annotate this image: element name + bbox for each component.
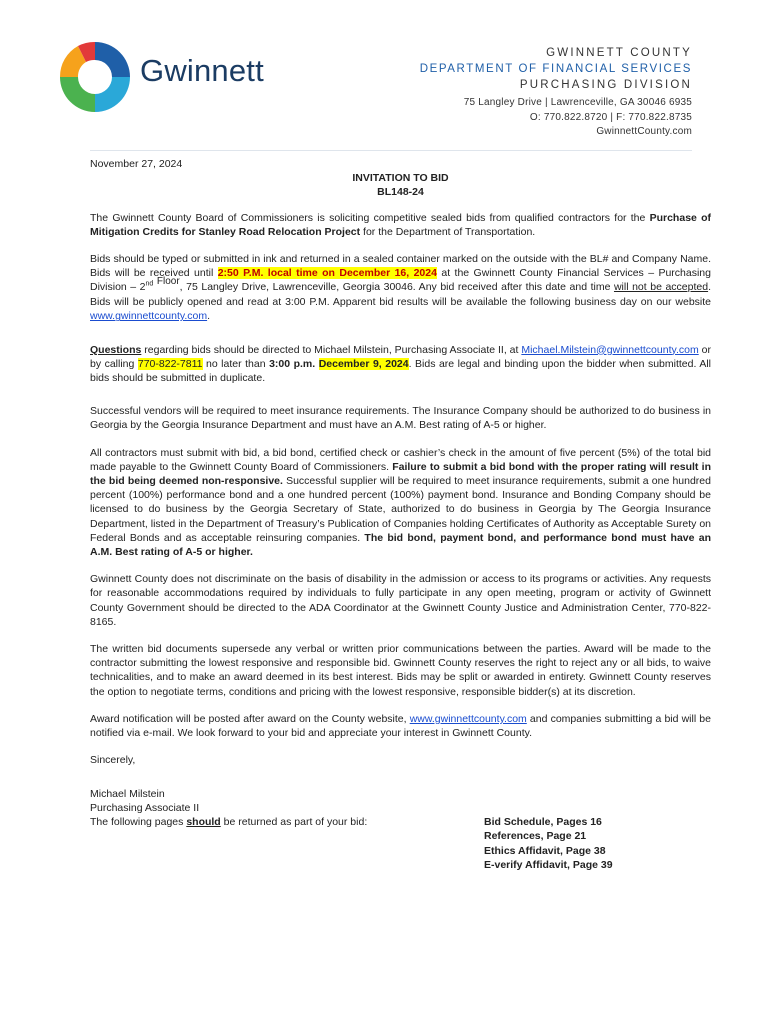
deadline-highlight: 2:50 P.M. local time on December 16, 2024 [217,266,437,279]
list-item: E-verify Affidavit, Page 39 [484,858,613,871]
doc-title: INVITATION TO BID [352,172,449,185]
questions-label: Questions [90,343,142,356]
county-name: GWINNETT COUNTY [546,47,692,59]
letterhead [420,46,692,140]
question-date-highlight: December 9, 2024 [318,357,409,370]
department-name: DEPARTMENT OF FINANCIAL SERVICES [419,63,692,75]
letter-body [90,157,711,873]
address-line: 75 Langley Drive | Lawrenceville, GA 30046 6935 [463,97,692,108]
return-pages [90,815,711,873]
division-name: PURCHASING DIVISION [519,79,692,91]
signer-title: Purchasing Associate II [90,801,200,814]
letter-date: November 27, 2024 [90,158,183,170]
website-link-2[interactable]: www.gwinnettcounty.com [409,712,527,725]
bid-number: BL148-24 [377,186,424,199]
paragraph-submission: Bids should be typed or submitted in ink and returned in a sealed container marked on the outside with the BL# and Company Name. Bids will be received until 2:50 P.M. local time on December 16, 2024 at the Gwinnett County Financial Services – Purchasing Division – 2nd Floor, 75 Langley Drive, Lawrenceville, Georgia 30046. Any bid received after this date and time will not be accepted. Bids will be publicly opened and read at 3:00 P.M. Apparent bid results will be available the following business day on our website www.gwinnettcounty.com. [90,252,711,323]
not-accepted-text: will not be accepted [613,281,709,294]
website-line: GwinnettCounty.com [596,126,692,137]
paragraph-insurance: Successful vendors will be required to meet insurance requirements. The Insurance Company should be authorized to do business in Georgia by the Georgia Insurance Department and must have an A.M. Best rating of A-5 or higher. [90,405,711,432]
list-item: References, Page 21 [484,830,587,843]
header-divider [90,150,692,151]
paragraph-award: The written bid documents supersede any verbal or written prior communications between the parties. Award will be made to the contractor submitting the lowest responsive and responsible bid. Gwinnett County reserves the right to reject any or all bids, to waive technicalities, and to make an award deemed in its best interest. Bids may be split or awarded in entirety. Gwinnett County reserves the option to negotiate terms, conditions and pricing with the lowest responsive, responsible bidder(s) at its discretion. [90,643,711,698]
return-instructions: The following pages should be returned as part of your bid: [90,815,368,828]
paragraph-intro: The Gwinnett County Board of Commissioners is soliciting competitive sealed bids from qualified contractors for the Purchase of Mitigation Credits for Stanley Road Relocation Project for the Department of Transportation. [90,212,712,239]
list-item: Bid Schedule, Pages 16 [484,815,602,828]
gwinnett-logo-icon [56,38,134,116]
paragraph-bonds: All contractors must submit with bid, a bid bond, certified check or cashier’s check in the amount of five percent (5%) of the total bid made payable to the Gwinnett County Board of Commissioners. Failure to submit a bid bond with the proper rating will result in the bid being deemed non-responsive. Successful supplier will be required to meet insurance requirements, submit a one hundred percent (100%) performance bond and a one hundred percent (100%) payment bond. Insurance and Bonding Company should be licensed to do business by the Georgia Secretary of State, authorized to do business in Georgia by The Georgia Insurance Department, listed in the Department of Treasury’s Publication of Companies holding Certificates of Authority as Acceptable Surety on Federal Bonds and as acceptable reinsuring companies. The bid bond, payment bond, and performance bond must have an A.M. Best rating of A-5 or higher. [90,446,711,559]
logo-wordmark: Gwinnett [140,53,264,88]
paragraph-questions: Questions regarding bids should be directed to Michael Milstein, Purchasing Associate II, at Michael.Milstein@gwinnettcounty.com or by calling 770-822-7811 no later than 3:00 p.m. December 9, 2024. Bids are legal and binding upon the bidder when submitted. All bids should be submitted in duplicate. [90,343,711,385]
closing: Sincerely, [90,754,136,767]
list-item: Ethics Affidavit, Page 38 [484,844,606,857]
return-list [484,815,613,872]
signer-name: Michael Milstein [90,787,165,800]
website-link[interactable]: www.gwinnettcounty.com [90,310,208,323]
paragraph-ada: Gwinnett County does not discriminate on the basis of disability in the admission or access to its programs or activities. Any requests for reasonable accommodations required by individuals to fully participate in any open meeting, program or activity of Gwinnett County Government should be directed to the ADA Coordinator at the Gwinnett County Justice and Administration Center, 770-822-8165. [90,573,711,628]
phone-highlight: 770-822-7811 [137,357,203,370]
email-link[interactable]: Michael.Milstein@gwinnettcounty.com [521,343,699,356]
phone-line: O: 770.822.8720 | F: 770.822.8735 [529,111,692,123]
paragraph-notification: Award notification will be posted after award on the County website, www.gwinnettcounty.com and companies submitting a bid will be notified via e-mail. We look forward to your bid and appreciate your interest in Gwinnett County. [90,712,711,740]
